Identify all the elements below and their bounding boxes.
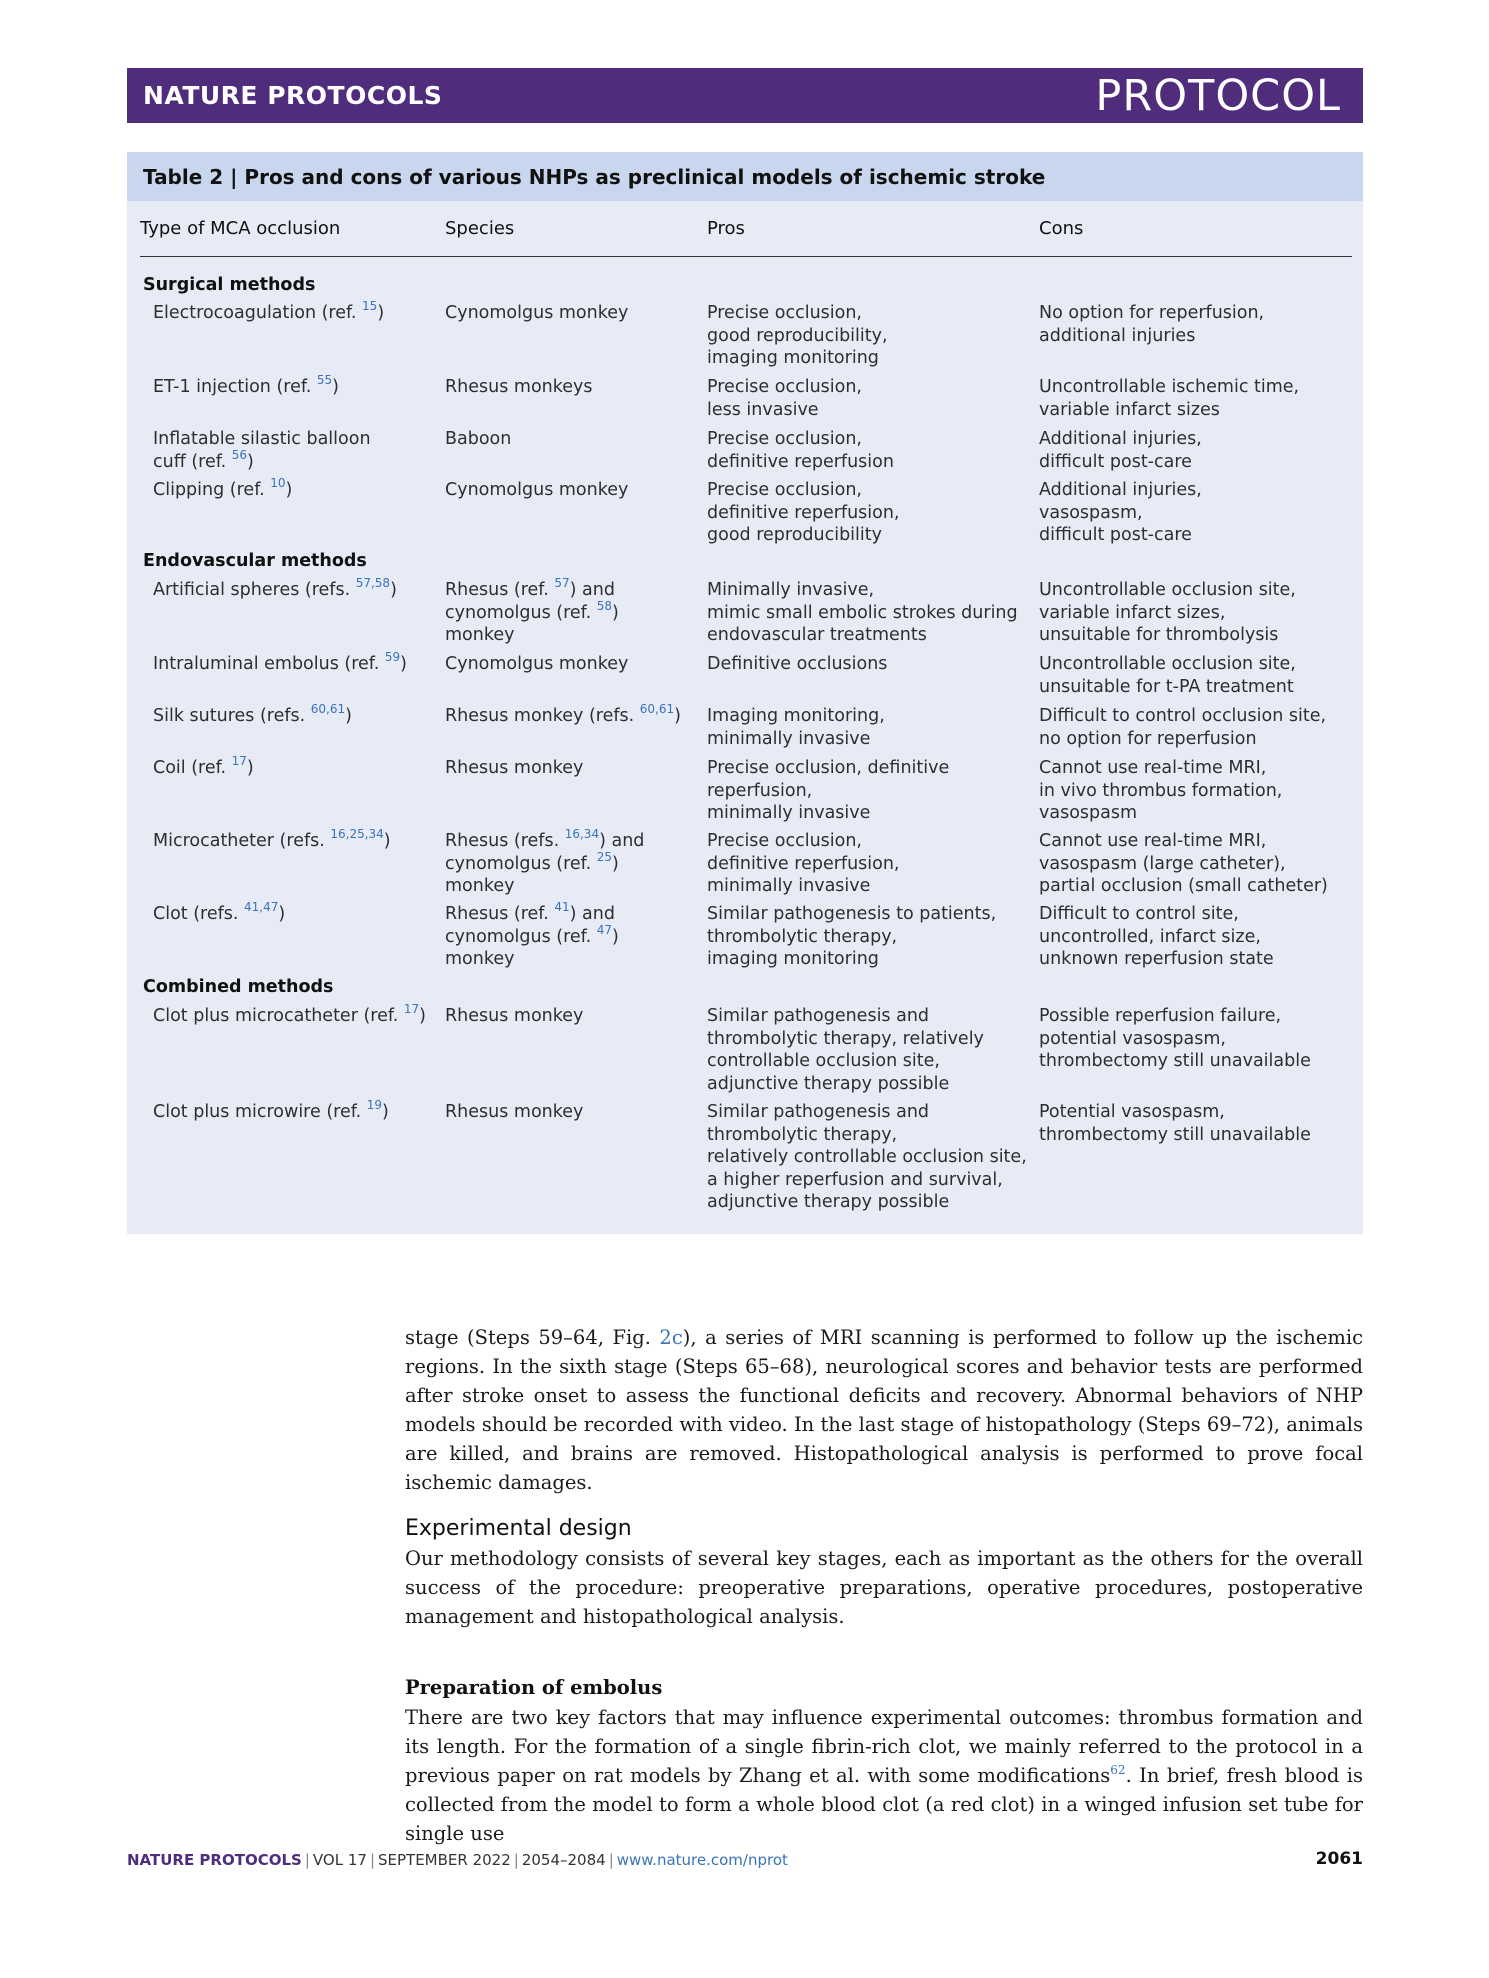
column-header-cons: Cons [1039,218,1084,239]
column-header-type: Type of MCA occlusion [140,218,341,239]
footer-url-link[interactable]: www.nature.com/nprot [616,1851,788,1869]
row-clot-microwire-pros: Similar pathogenesis and thrombolytic therapy, relatively controllable occlusion site, a higher reperfusion and survival, adjunctive therapy possible [707,1102,1027,1212]
row-spheres-cons: Uncontrollable occlusion site, variable infarct sizes, unsuitable for thrombolysis [1039,580,1296,645]
ref-link[interactable]: 16,34 [564,827,600,841]
ref-link[interactable]: 58 [596,598,612,613]
row-balloon-cons: Additional injuries, difficult post-care [1039,429,1202,472]
ref-link[interactable]: 59 [384,650,401,664]
row-clipping-pros: Precise occlusion, definitive reperfusion, good reproducibility [707,480,900,545]
row-coil-species: Rhesus monkey [445,758,584,778]
row-et1-type: ET-1 injection (ref. $^{55}$) [153,373,339,397]
ref-link[interactable]: 60,61 [310,702,346,716]
row-clot-microwire-species: Rhesus monkey [445,1102,584,1122]
article-type: PROTOCOL [1095,71,1341,121]
row-balloon-species: Baboon [445,429,512,449]
table-caption: Pros and cons of various NHPs as preclinical models of ischemic stroke [244,165,1046,189]
row-clot-cons: Difficult to control site, uncontrolled, infarct size, unknown reperfusion state [1039,904,1274,969]
section-combined: Combined methods [143,977,334,997]
row-spheres-species: Rhesus (ref. $^{57}$) and cynomolgus (ref. $^{58}$) monkey [445,576,619,645]
page-footer: NATURE PROTOCOLS | VOL 17 | SEPTEMBER 2022 | 2054–2084 | www.nature.com/nprot [127,1851,788,1869]
row-microcatheter-type: Microcatheter (refs. $^{16,25,34}$) [153,827,391,851]
row-electrocoagulation-type: Electrocoagulation (ref. $^{15}$) [153,299,385,323]
row-clot-species: Rhesus (ref. $^{41}$) and cynomolgus (ref. $^{47}$) monkey [445,900,619,969]
row-et1-pros: Precise occlusion, less invasive [707,377,862,420]
row-clipping-type: Clipping (ref. $^{10}$) [153,476,293,500]
row-clipping-species: Cynomolgus monkey [445,480,629,500]
ref-link[interactable]: 19 [366,1098,383,1112]
row-clot-microcatheter-species: Rhesus monkey [445,1006,584,1026]
row-clot-type: Clot (refs. $^{41,47}$) [153,900,286,924]
row-et1-cons: Uncontrollable ischemic time, variable infarct sizes [1039,377,1300,420]
row-intraluminal-cons: Uncontrollable occlusion site, unsuitable for t-PA treatment [1039,654,1296,697]
row-silk-cons: Difficult to control occlusion site, no option for reperfusion [1039,706,1327,749]
ref-link[interactable]: 41,47 [244,900,279,914]
row-electrocoagulation-pros: Precise occlusion, good reproducibility, imaging monitoring [707,303,888,368]
body-paragraph-experimental: Our methodology consists of several key stages, each as important as the others for the overall success of the procedure: preoperative preparations, operative procedures, postoperative management and histopathological analysis. [405,1547,1363,1628]
ref-link[interactable]: 55 [316,373,333,387]
row-clot-microcatheter-pros: Similar pathogenesis and thrombolytic therapy, relatively controllable occlusion site, adjunctive therapy possible [707,1006,984,1094]
row-intraluminal-pros: Definitive occlusions [707,654,888,674]
table-title [127,152,1363,201]
ref-link[interactable]: 10 [270,476,286,490]
ref-link[interactable]: 15 [362,299,378,313]
ref-link[interactable]: 17 [231,754,247,768]
row-coil-cons: Cannot use real-time MRI, in vivo thrombus formation, vasospasm [1039,758,1283,823]
row-balloon-type: Inflatable silastic balloon cuff (ref. $^{56}$) [153,429,371,472]
row-clipping-cons: Additional injuries, vasospasm, difficult post-care [1039,480,1202,545]
row-coil-type: Coil (ref. $^{17}$) [153,754,254,778]
row-electrocoagulation-cons: No option for reperfusion, additional injuries [1039,303,1265,346]
row-electrocoagulation-species: Cynomolgus monkey [445,303,629,323]
row-clot-microcatheter-cons: Possible reperfusion failure, potential vasospasm, thrombectomy still unavailable [1039,1006,1311,1071]
row-spheres-type: Artificial spheres (refs. $^{57,58}$) [153,576,397,600]
ref-link[interactable]: 56 [231,447,248,462]
heading-experimental-design: Experimental design [405,1516,632,1541]
footer-journal: NATURE PROTOCOLS [127,1851,302,1869]
section-surgical: Surgical methods [143,275,316,295]
heading-preparation-embolus: Preparation of embolus [405,1676,663,1699]
row-silk-type: Silk sutures (refs. $^{60,61}$) [153,702,352,726]
row-intraluminal-type: Intraluminal embolus (ref. $^{59}$) [153,650,407,674]
row-microcatheter-species: Rhesus (refs. $^{16,34}$) and cynomolgus (ref. $^{25}$) monkey [445,827,645,896]
ref-link[interactable]: 62 [1110,1763,1126,1777]
figure-link[interactable]: 2c [659,1326,683,1349]
journal-name: NATURE PROTOCOLS [143,81,443,110]
row-silk-pros: Imaging monitoring, minimally invasive [707,706,885,749]
ref-link[interactable]: 60,61 [639,702,675,716]
ref-link[interactable]: 17 [403,1002,420,1016]
row-spheres-pros: Minimally invasive, mimic small embolic strokes during endovascular treatments [707,580,1018,645]
page-number: 2061 [1315,1849,1363,1869]
ref-link[interactable]: 57,58 [355,576,391,590]
row-intraluminal-species: Cynomolgus monkey [445,654,629,674]
journal-banner [127,68,1363,123]
row-silk-species: Rhesus monkey (refs. $^{60,61}$) [445,702,681,726]
row-microcatheter-cons: Cannot use real-time MRI, vasospasm (large catheter), partial occlusion (small catheter) [1039,831,1328,896]
row-et1-species: Rhesus monkeys [445,377,593,397]
body-paragraph-stages: stage (Steps 59–64, Fig. 2c), a series of MRI scanning is performed to follow up the ischemic regions. In the sixth stage (Steps 65–68), neurological scores and behavior tests are performed after stroke onset to assess the functional deficits and recovery. Abnormal behaviors of NHP models should be recorded with video. In the last stage of histopathology (Steps 69–72), animals are killed, and brains are removed. Histopathological analysis is performed to prove focal ischemic damages. [405,1326,1364,1494]
footer-volume: VOL 17 [312,1851,367,1869]
footer-date: SEPTEMBER 2022 [378,1851,511,1869]
column-header-pros: Pros [707,218,745,239]
header-rule [140,256,1352,257]
column-header-species: Species [445,218,515,239]
body-paragraph-embolus: There are two key factors that may influence experimental outcomes: thrombus formation and its length. For the formation of a single fibrin-rich clot, we mainly referred to the protocol in a previous paper on rat models by Zhang et al. with some modifications$^{62}$. In brief, fresh blood is collected from the model to form a whole blood clot (a red clot) in a winged infusion set tube for single use [405,1706,1364,1845]
ref-link[interactable]: 47 [596,922,612,937]
ref-link[interactable]: 57 [554,576,570,590]
ref-link[interactable]: 25 [596,849,612,864]
row-clot-microwire-cons: Potential vasospasm, thrombectomy still unavailable [1039,1102,1311,1145]
row-coil-pros: Precise occlusion, definitive reperfusion, minimally invasive [707,758,950,823]
row-clot-microwire-type: Clot plus microwire (ref. $^{19}$) [153,1098,389,1122]
table-label: Table 2 | [143,165,238,189]
row-clot-microcatheter-type: Clot plus microcatheter (ref. $^{17}$) [153,1002,426,1026]
section-endovascular: Endovascular methods [143,551,367,571]
row-clot-pros: Similar pathogenesis to patients, thrombolytic therapy, imaging monitoring [707,904,997,969]
ref-link[interactable]: 41 [554,900,570,914]
row-microcatheter-pros: Precise occlusion, definitive reperfusion, minimally invasive [707,831,900,896]
footer-pages: 2054–2084 [521,1851,606,1869]
ref-link[interactable]: 16,25,34 [330,827,384,841]
row-balloon-pros: Precise occlusion, definitive reperfusion [707,429,894,472]
